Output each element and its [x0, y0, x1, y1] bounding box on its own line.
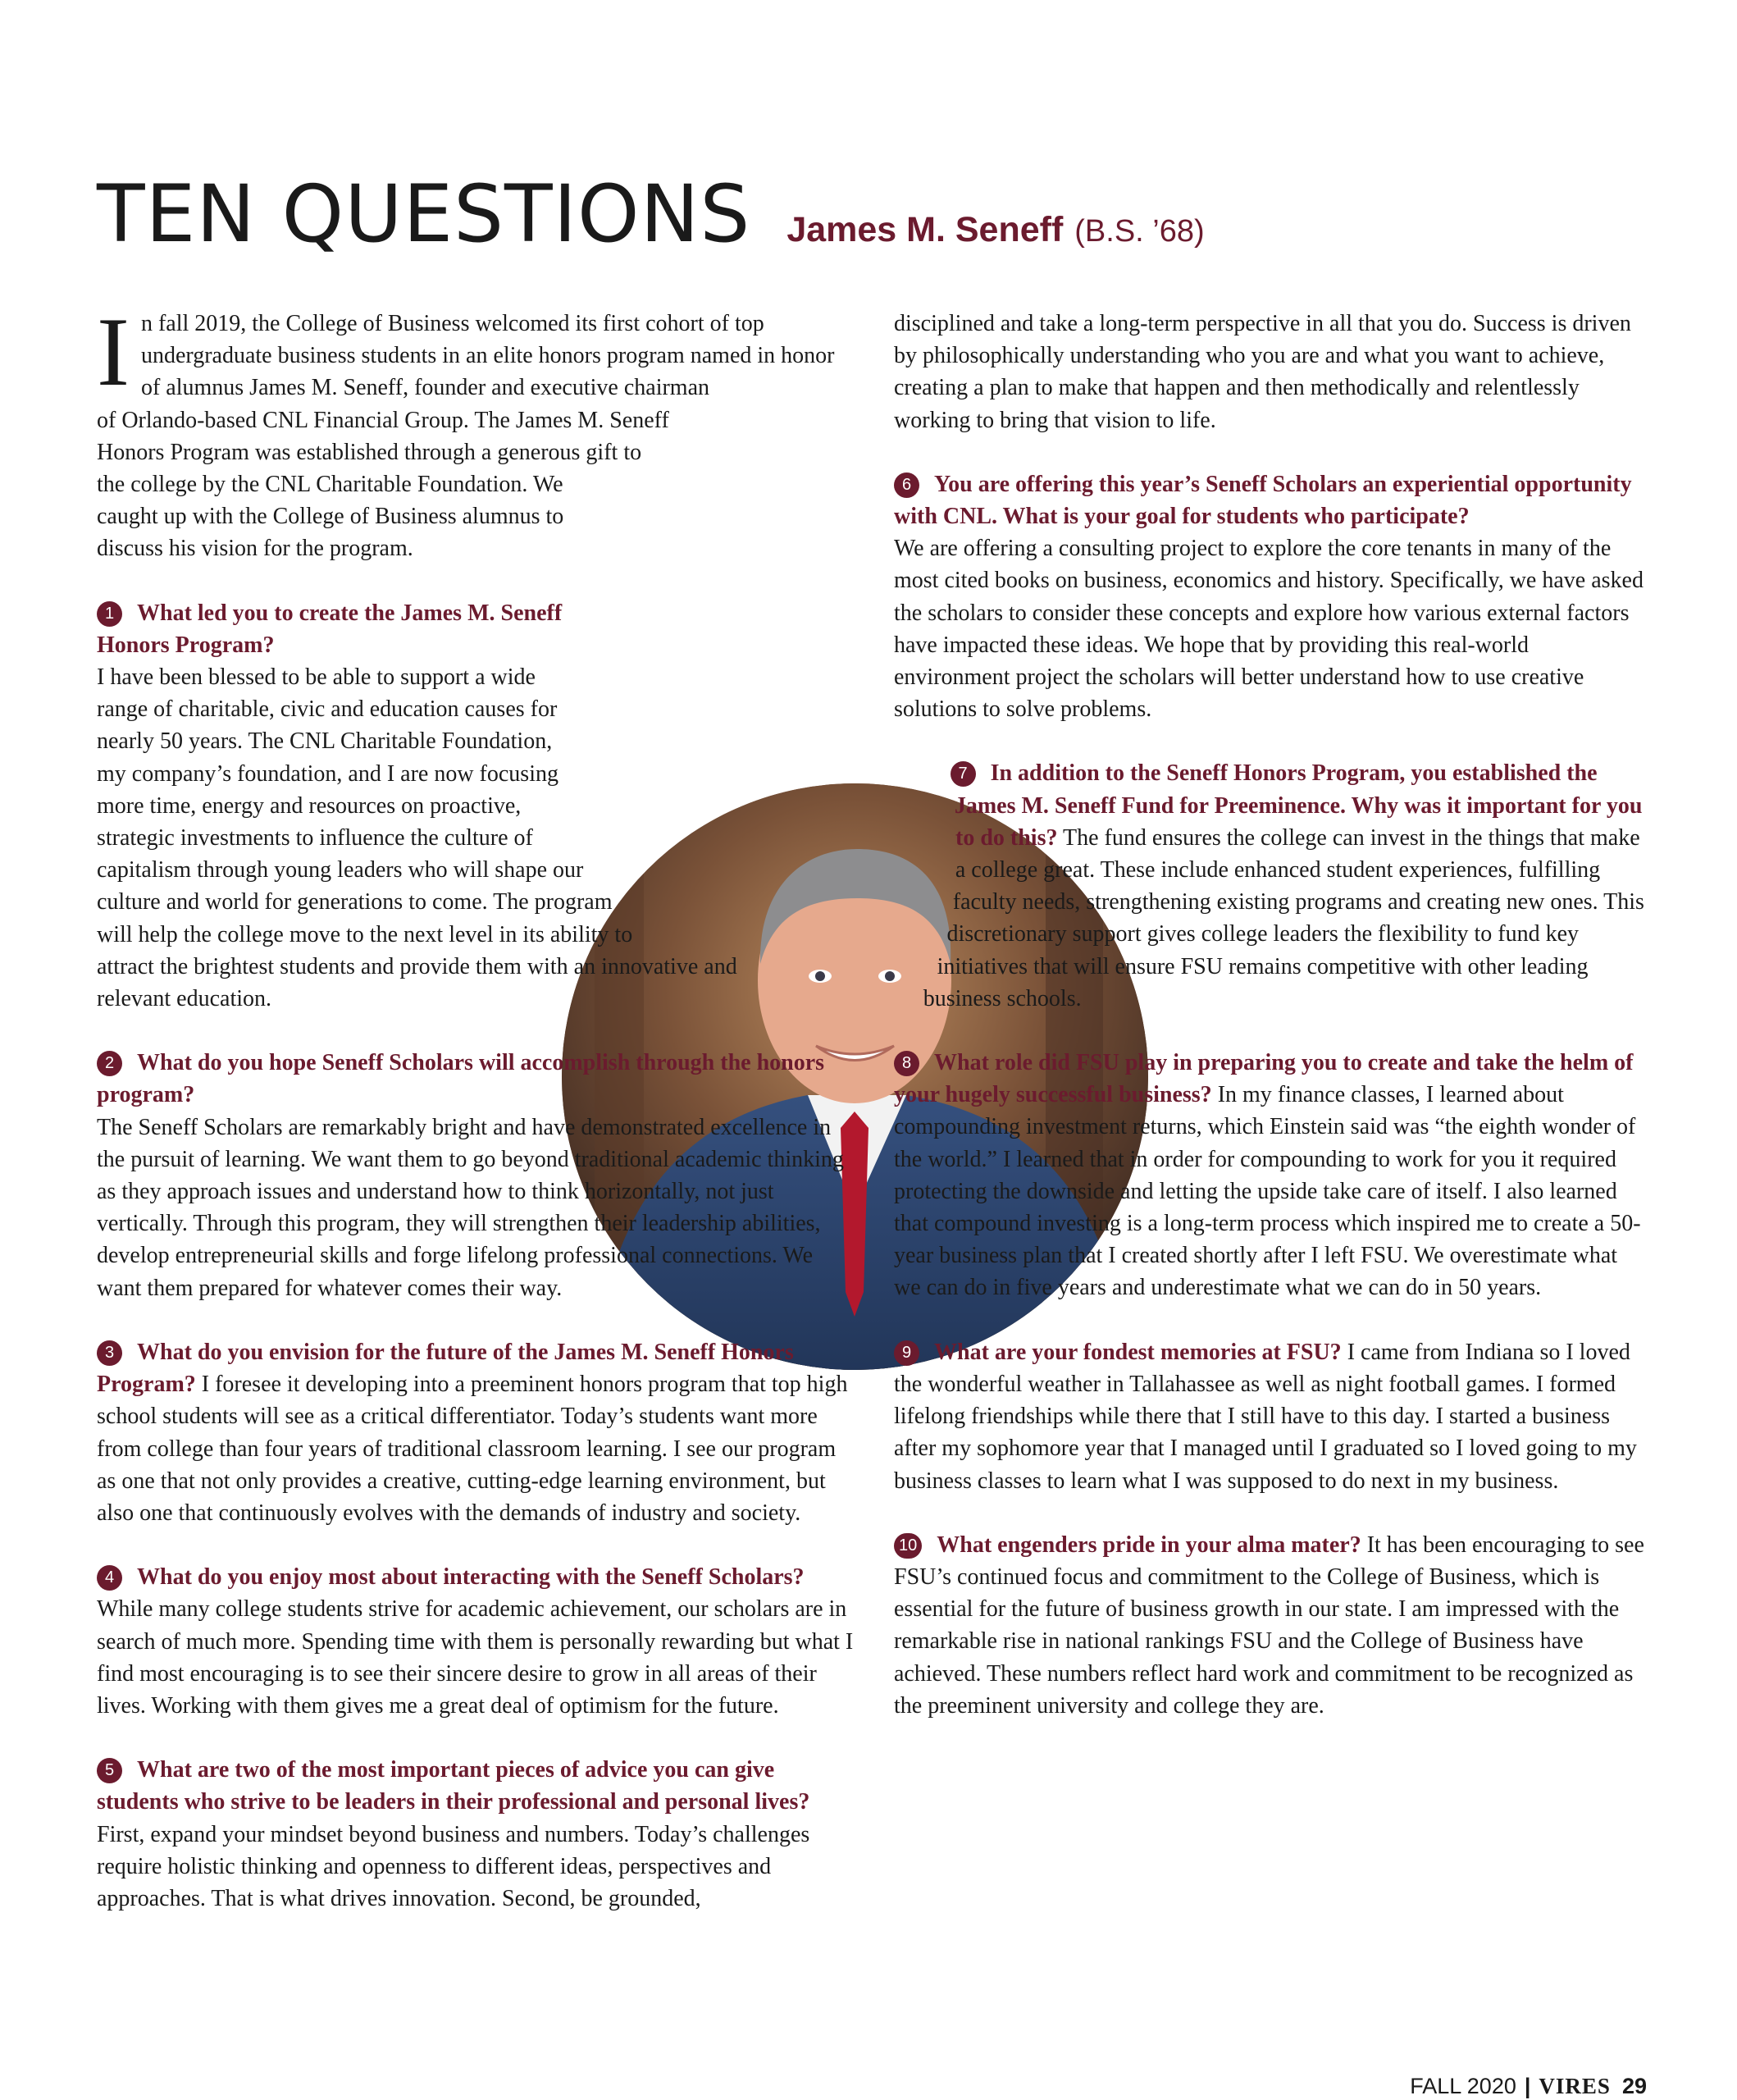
- qa-6: [894, 468, 1648, 726]
- question-number-badge: 4: [97, 1565, 122, 1591]
- footer-separator: |: [1524, 2074, 1531, 2098]
- qa-3: [97, 1336, 859, 1529]
- question-text: What are two of the most important pieces of advice you can give students who strive to be leaders in their professional and personal lives?: [97, 1757, 810, 1815]
- question-text: What do you hope Seneff Scholars will accomplish through the honors program?: [97, 1050, 825, 1108]
- question-text: What do you envision for the future of the James M. Seneff Honors Program?: [97, 1339, 794, 1398]
- qa-4: [97, 1561, 859, 1722]
- question-text: What do you enjoy most about interacting with the Seneff Scholars?: [137, 1564, 805, 1591]
- question-number-badge: 6: [894, 472, 919, 498]
- question-text: What role did FSU play in preparing you to create and take the helm of your hugely successful business?: [894, 1050, 1634, 1108]
- answer-text: While many college students strive for academic achievement, our scholars are in search of much more. Spending time with them is personally rewarding but what I find most encouraging is to see their sincere desire to grow in all areas of their lives. Working with them gives me a great deal of optimism for the future.: [97, 1596, 854, 1719]
- answer-text: We are offering a consulting project to explore the core tenants in many of the most cited books on business, economics and history. Specifically, we have asked the scholars to consider these concepts and explore how various external factors have impacted these ideas. We hope that by providing this real-world environment project the scholars will better understand how to use creative solutions to solve problems.: [894, 536, 1644, 723]
- interviewee-name: James M. Seneff: [786, 210, 1064, 249]
- question-number-badge: 9: [894, 1340, 919, 1366]
- answer-text: I have been blessed to be able to support a wide range of charitable, civic and education causes for nearly 50 years. The CNL Charitable Foundation, my company’s foundation, and I are now focusing more time, energy and resources on proactive, strategic investments to influence the culture of capitalism through young leaders who will shape our culture and world for generations to come. The program will help the college move to the next level in its ability to attract the brightest students and provide them with an innovative and relevant education.: [97, 664, 737, 1012]
- drop-cap: I: [97, 297, 130, 406]
- qa-5-continued: [894, 308, 1648, 436]
- page-footer: [1410, 2074, 1647, 2099]
- answer-text: First, expand your mindset beyond business and numbers. Today’s challenges require holistic thinking and openness to different ideas, perspectives and approaches. That is what drives innovation. Second, be grounded,: [97, 1821, 810, 1911]
- section-title: TEN QUESTIONS: [97, 168, 751, 260]
- interviewee-degree: (B.S. ’68): [1074, 214, 1205, 249]
- question-number-badge: 7: [951, 761, 976, 787]
- answer-text: It has been encouraging to see FSU’s continued focus and commitment to the College of Business, which is essential for the future of business growth in our state. I am impressed with the remarkable rise in national rankings FSU and the College of Business have achieved. These numbers reflect hard work and commitment to be recognized as the preeminent university and college they are.: [894, 1532, 1644, 1719]
- question-number-badge: 5: [97, 1758, 122, 1783]
- question-text: In addition to the Seneff Honors Program, you established the James M. Seneff Fund for Preeminence. Why was it important for you to do this?: [954, 760, 1643, 851]
- answer-text: I foresee it developing into a preeminent honors program that top high school students will see as a critical differentiator. Today’s students want more from college than four years of traditional classroom learning. I see our program as one that not only provides a creative, cutting-edge learning environment, but also one that continuously evolves with the demands of industry and society.: [97, 1372, 848, 1526]
- qa-8: [894, 1047, 1648, 1304]
- answer-text: The Seneff Scholars are remarkably bright and have demonstrated excellence in the pursuit of learning. We want them to go beyond traditional academic thinking as they approach issues and understand how to think horizontally, not just vertically. Through this program, they will strengthen their leadership abilities, develop entrepreneurial skills and forge lifelong professional connections. We want them prepared for whatever comes their way.: [97, 1114, 844, 1301]
- left-column: [97, 297, 859, 1947]
- qa-5: [97, 1754, 859, 1915]
- question-number-badge: 8: [894, 1051, 919, 1076]
- article-header: [97, 168, 1205, 260]
- question-text: What are your fondest memories at FSU?: [934, 1339, 1342, 1365]
- answer-text: The fund ensures the college can invest in the things that make a college great. These include enhanced student experiences, fulfilling faculty needs, strengthening existing programs and creating new ones. This discretionary support gives college leaders the flexibility to fund key initiatives that will ensure FSU remains competitive with other leading business schools.: [923, 824, 1644, 1011]
- question-number-badge: 3: [97, 1340, 122, 1366]
- qa-7: [894, 757, 1648, 1015]
- answer-text: disciplined and take a long-term perspective in all that you do. Success is driven by philosophically understanding who you are and what you want to achieve, creating a plan to make that happen and then methodically and relentlessly working to bring that vision to life.: [894, 311, 1631, 433]
- qa-10: [894, 1529, 1648, 1722]
- question-text: What engenders pride in your alma mater?: [937, 1532, 1361, 1558]
- intro-text: n fall 2019, the College of Business welcomed its first cohort of top undergraduate business students in an elite honors program named in honor of alumnus James M. Seneff, founder and executive chairman of Orlando-based CNL Financial Group. The James M. Seneff Honors Program was established through a generous gift to the college by the CNL Charitable Foundation. We caught up with the College of Business alumnus to discuss his vision for the program.: [97, 311, 835, 562]
- magazine-name: VIRES: [1539, 2074, 1611, 2098]
- question-text: You are offering this year’s Seneff Scholars an experiential opportunity with CNL. What is your goal for students who participate?: [894, 471, 1632, 530]
- question-number-badge: 2: [97, 1051, 122, 1076]
- question-number-badge: 10: [894, 1533, 922, 1559]
- right-column: [894, 308, 1648, 1754]
- question-text: What led you to create the James M. Seneff Honors Program?: [97, 600, 563, 658]
- answer-text: I came from Indiana so I loved the wonderful weather in Tallahassee as well as night football games. I formed lifelong friendships while there that I still have to this day. I started a business after my sophomore year that I managed until I graduated so I loved going to my business classes to learn what I was supposed to do next in my business.: [894, 1339, 1637, 1494]
- question-number-badge: 1: [97, 601, 122, 627]
- answer-text: In my finance classes, I learned about compounding investment returns, which Einstein said was “the eighth wonder of the world.” I learned that in order for compounding to work for you it required protecting the downside and letting the upside take care of itself. I also learned that compound investing is a long-term process which inspired me to create a 50-year business plan that I created shortly after I left FSU. We overestimate what we can do in five years and underestimate what we can do in 50 years.: [894, 1082, 1641, 1301]
- qa-9: [894, 1336, 1648, 1497]
- page-number: 29: [1621, 2074, 1647, 2098]
- issue-label: FALL 2020: [1410, 2074, 1516, 2098]
